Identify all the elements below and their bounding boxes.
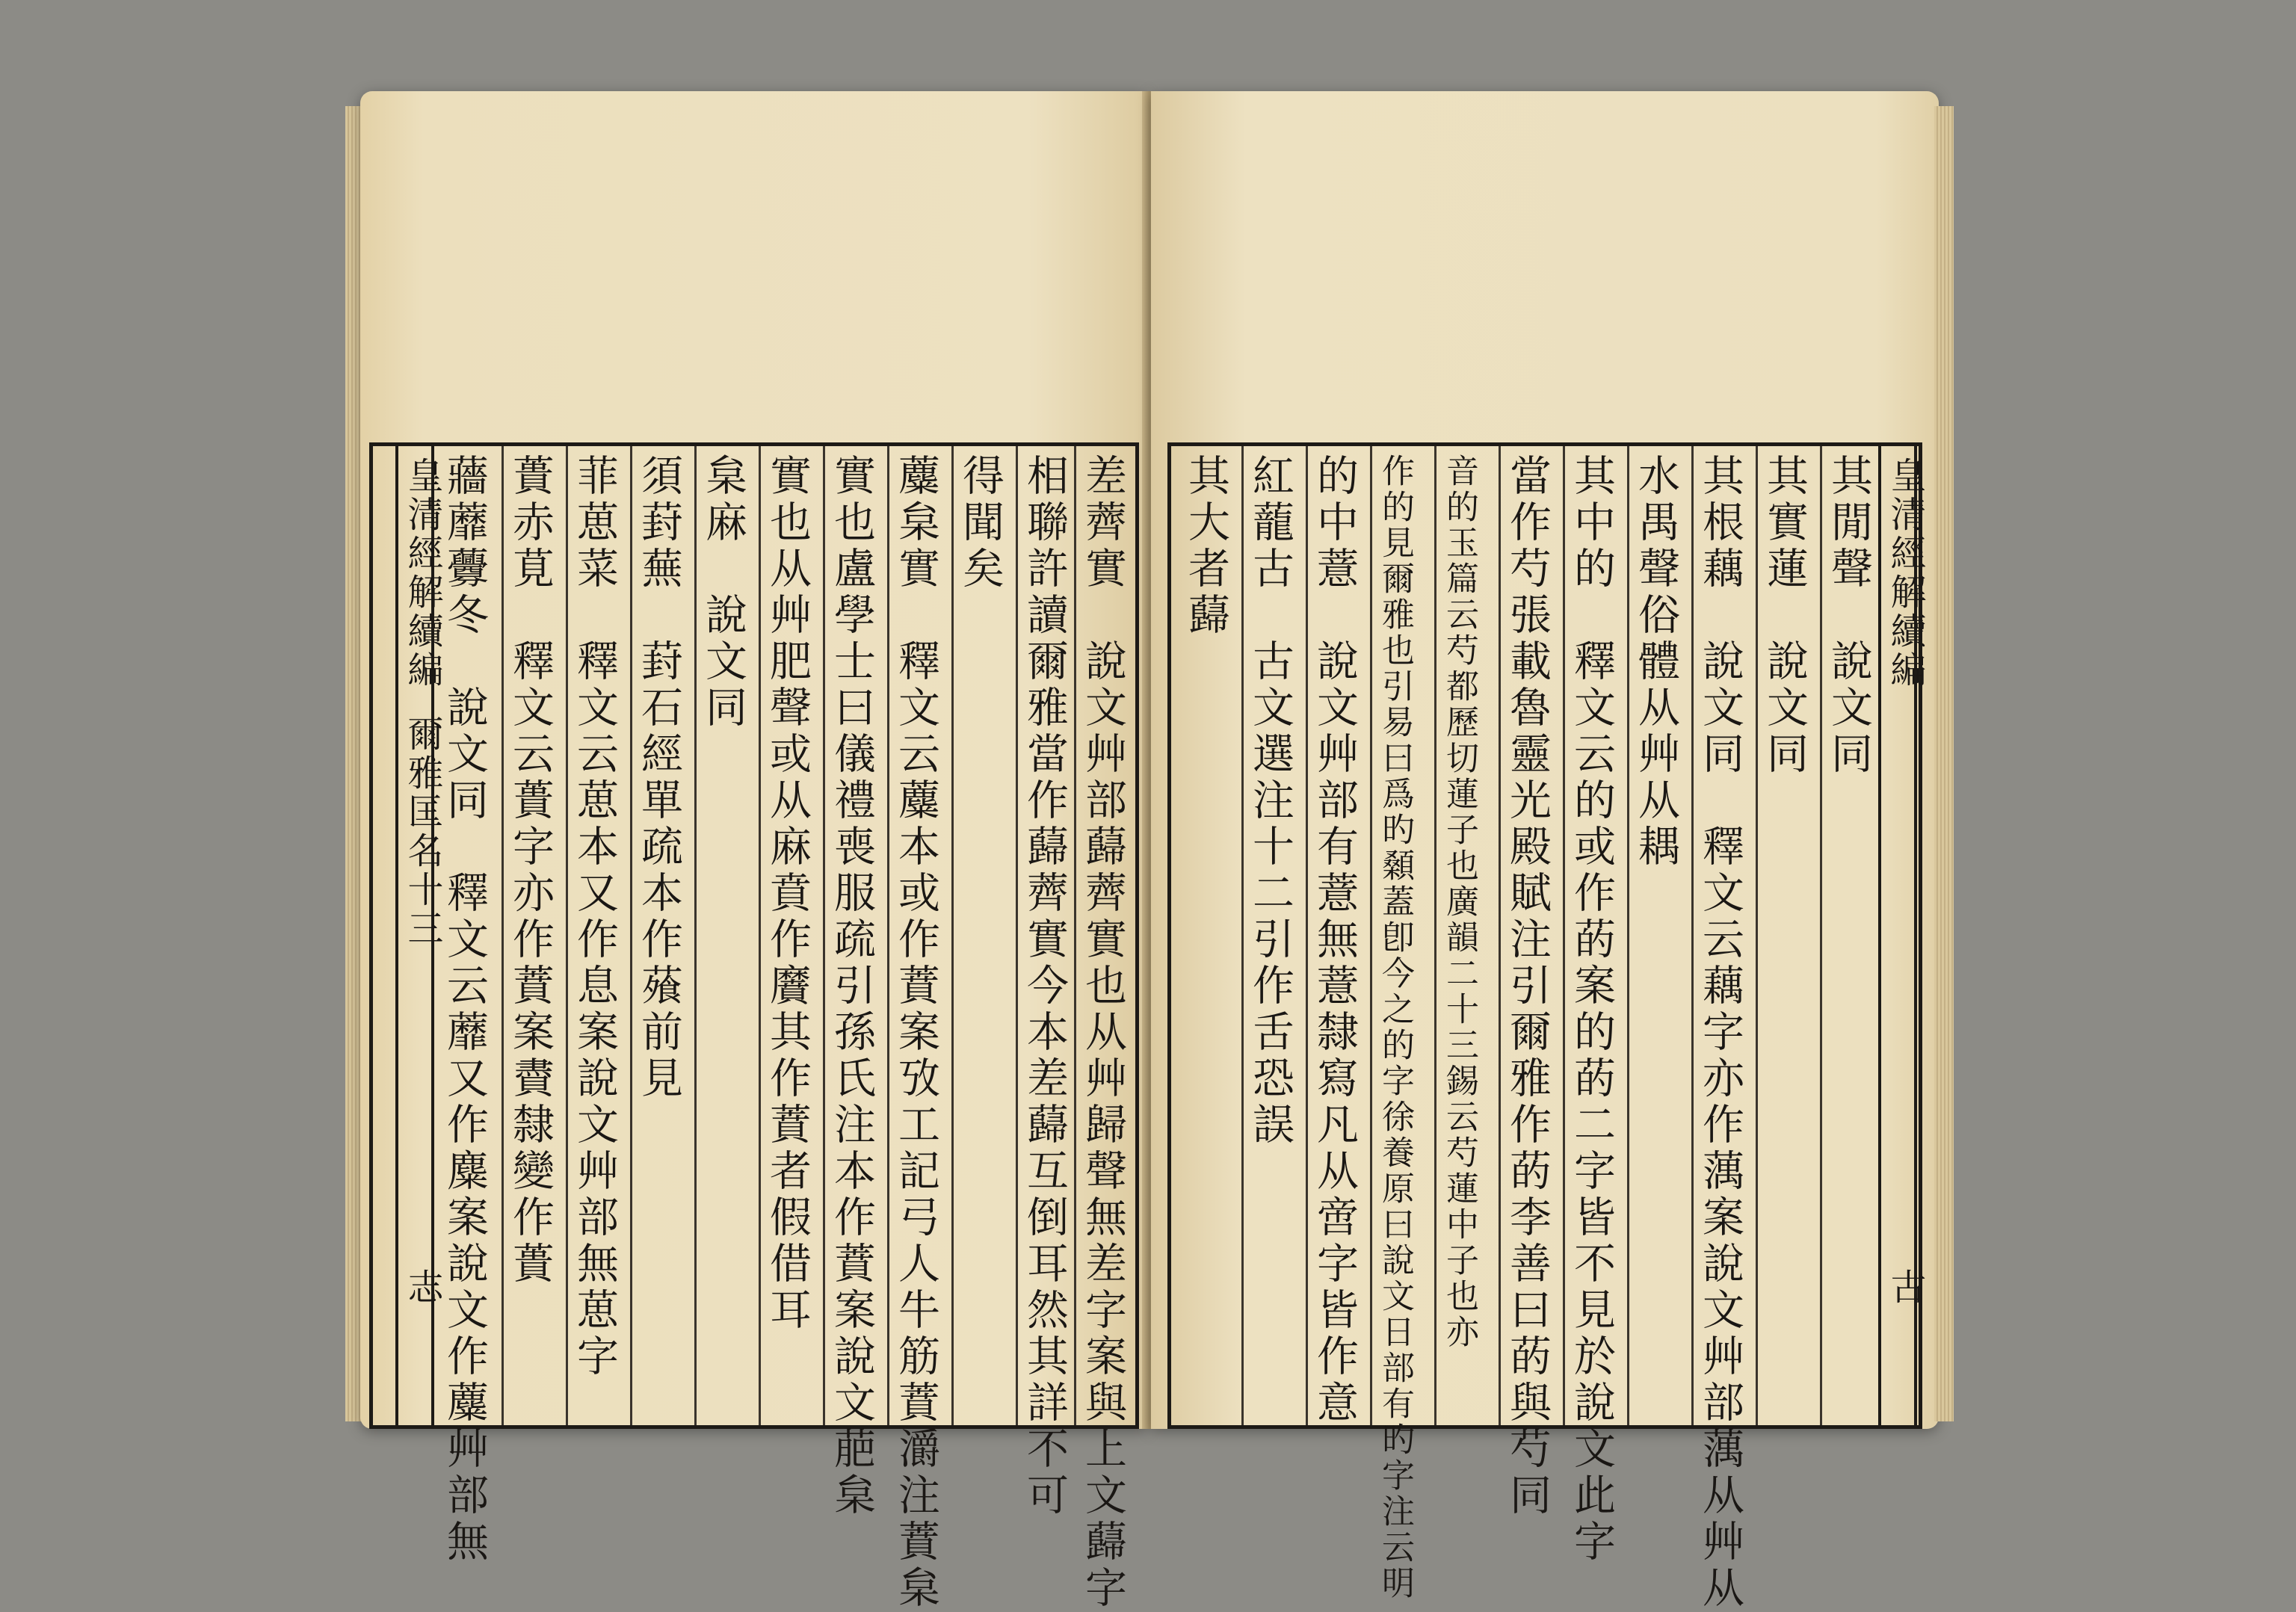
- column-rule: [1756, 446, 1758, 1425]
- column-rule: [1820, 446, 1822, 1425]
- column-rule: [1434, 446, 1436, 1425]
- text-column: 其閒聲 說文同: [1824, 454, 1873, 778]
- text-column: 水禺聲俗體从艸从耦: [1632, 454, 1680, 871]
- text-column: 相聯許讀爾雅當作蘬薺實今本差蘬互倒耳然其詳不可: [1020, 454, 1069, 1519]
- text-column: 蕢赤莧 釋文云蕢字亦作蕡案賮隸變作蕢: [506, 454, 555, 1288]
- open-book: [360, 91, 1939, 1612]
- left-section-title: 爾雅匡名十三: [401, 715, 443, 948]
- column-rule: [1370, 446, 1372, 1425]
- text-column: 其大者蘬: [1182, 454, 1230, 639]
- text-column: 其根藕 說文同 釋文云藕字亦作蕅案說文艸部蕅从艸从: [1696, 454, 1744, 1612]
- left-fish-tail: [395, 446, 443, 1425]
- text-column: 實也从艸肥聲或从麻賁作黂其作蕡者假借耳: [763, 454, 812, 1334]
- column-rule: [1627, 446, 1629, 1425]
- left-text-frame: [369, 442, 1139, 1612]
- column-rule: [951, 446, 954, 1425]
- right-running-title: 皇清經解續編: [1884, 457, 1926, 690]
- column-rule: [887, 446, 889, 1425]
- column-rule: [1074, 446, 1076, 1425]
- right-fish-tail: [1878, 446, 1926, 1425]
- text-column: 得聞矣: [956, 454, 1004, 593]
- column-rule: [823, 446, 825, 1425]
- text-column: 其實蓮 說文同: [1760, 454, 1809, 778]
- left-page-number: 志: [401, 1268, 443, 1304]
- text-column: 紅蘢古 古文選注十二引作舌恐誤: [1246, 454, 1294, 1149]
- left-running-title: 皇清經解續編: [401, 457, 443, 690]
- text-column: 差薺實 說文艸部蘬薺實也从艸歸聲無差字案與上文蘬字: [1078, 454, 1127, 1612]
- column-rule: [630, 446, 632, 1425]
- column-rule: [1563, 446, 1565, 1425]
- text-column: 蘠蘼虋冬 說文同 釋文云蘼又作麋案說文作蘪艸部無: [440, 454, 489, 1566]
- column-rule: [1016, 446, 1018, 1425]
- right-text-frame: [1167, 442, 1926, 1612]
- text-column: 枲麻 說文同: [699, 454, 747, 732]
- right-page-number: 古: [1884, 1268, 1926, 1304]
- text-column: 音的玉篇云芍都歷切蓮子也廣韻二十三錫云芍蓮中子也亦: [1440, 454, 1478, 1350]
- column-rule: [502, 446, 504, 1425]
- text-column: 當作芍張載魯靈光殿賦注引爾雅作菂李善曰菂與芍同: [1503, 454, 1552, 1519]
- column-rule: [759, 446, 761, 1425]
- text-column: 的中薏 說文艸部有薏無薏隸寫凡从啻字皆作意: [1310, 454, 1359, 1427]
- column-rule: [1241, 446, 1244, 1425]
- column-rule: [566, 446, 568, 1425]
- text-column: 作的見爾雅也引易曰爲旳顙蓋卽今之的字徐養原曰說文日部有旳字注云明: [1376, 454, 1414, 1602]
- text-column: 菲葸菜 釋文云葸本又作息案說文艸部無葸字: [570, 454, 619, 1380]
- column-rule: [1691, 446, 1694, 1425]
- column-rule: [1499, 446, 1501, 1425]
- text-column: 蘪枲實 釋文云蘪本或作蕡案攷工記弓人牛筋蕡灂注蕡枲: [892, 454, 940, 1612]
- text-column: 實也盧學士曰儀禮喪服疏引孫氏注本作蕡案說文萉枲: [827, 454, 876, 1519]
- column-rule: [1306, 446, 1308, 1425]
- text-column: 須葑蕪 葑石經單疏本作蕵前見: [635, 454, 683, 1102]
- column-rule: [694, 446, 697, 1425]
- text-column: 其中的 釋文云的或作菂案的菂二字皆不見於說文此字: [1567, 454, 1616, 1566]
- right-page-edges: [1934, 106, 1954, 1421]
